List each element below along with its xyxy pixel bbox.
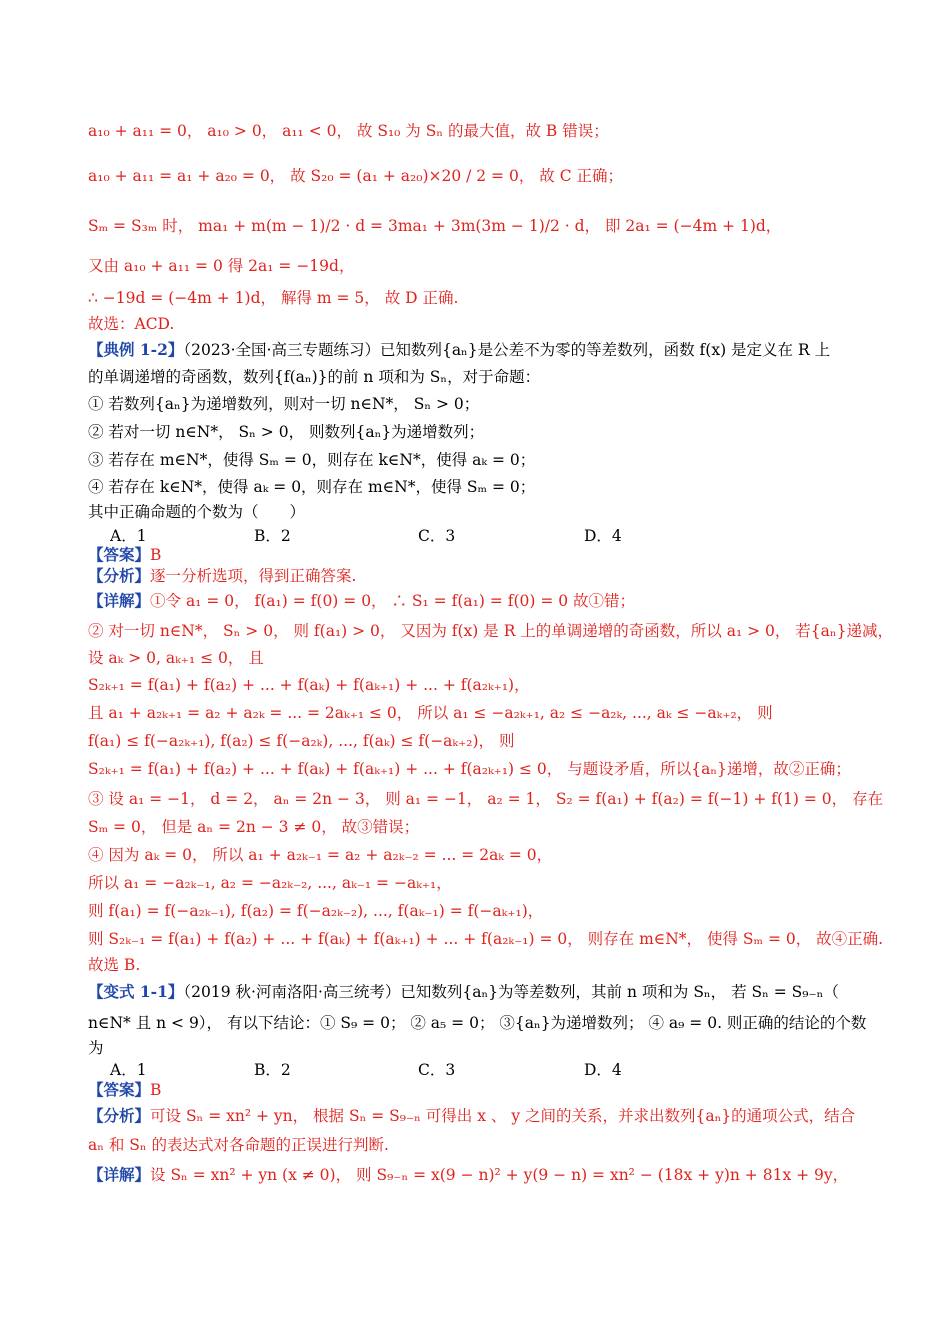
section-label: 【答案】: [88, 545, 151, 564]
text-line: 所以 a₁ = −a₂ₖ₋₁, a₂ = −a₂ₖ₋₂, ..., aₖ₋₁ = −aₖ₊₁，: [88, 874, 452, 892]
section-label: 【答案】: [88, 1080, 151, 1099]
text-line: 则 S₂ₖ₋₁ = f(a₁) + f(a₂) + ... + f(aₖ) + f(aₖ₊₁) + ... + f(a₂ₖ₋₁) = 0， 则存在 m∈N*， 使得 Sₘ = 0， 故④正确.: [88, 930, 884, 948]
option-d: D．4: [584, 1061, 622, 1079]
text-line: 的单调递增的奇函数，数列{f(aₙ)}的前 n 项和为 Sₙ，对于命题：: [88, 368, 541, 386]
option-b: B．2: [254, 1061, 291, 1079]
section-label: 【详解】: [88, 1165, 151, 1184]
question-prompt: 其中正确命题的个数为（ ）: [88, 503, 306, 521]
proposition-2: ② 若对一切 n∈N*， Sₙ > 0， 则数列{aₙ}为递增数列；: [88, 423, 485, 441]
text-line: Sₘ = 0， 但是 aₙ = 2n − 3 ≠ 0， 故③错误；: [88, 818, 420, 836]
section-text: ①令 a₁ = 0， f(a₁) = f(0) = 0， ∴ S₁ = f(a₁) = f(0) = 0 故①错；: [150, 592, 636, 610]
text-line: a₁₀ + a₁₁ = 0， a₁₀ > 0， a₁₁ < 0， 故 S₁₀ 为 Sₙ 的最大值，故 B 错误；: [88, 122, 609, 140]
text-line: 又由 a₁₀ + a₁₁ = 0 得 2a₁ = −19d，: [88, 257, 355, 275]
proposition-3: ③ 若存在 m∈N*，使得 Sₘ = 0，则存在 k∈N*，使得 aₖ = 0；: [88, 451, 536, 469]
text-line: n∈N* 且 n < 9）， 有以下结论：① S₉ = 0； ② a₅ = 0； ③{aₙ}为递增数列； ④ a₉ = 0. 则正确的结论的个数: [88, 1014, 867, 1032]
section-label: 【分析】: [88, 1106, 151, 1125]
text-line: 故选 B.: [88, 956, 141, 974]
option-c: C．3: [418, 527, 456, 545]
solution-line: [88, 591, 890, 611]
text-line: aₙ 和 Sₙ 的表达式对各命题的正误进行判断.: [88, 1136, 389, 1154]
section-text: 逐一分析选项，得到正确答案.: [150, 567, 357, 585]
text-line: 则 f(a₁) = f(−a₂ₖ₋₁), f(a₂) = f(−a₂ₖ₋₂), ..., f(aₖ₋₁) = f(−aₖ₊₁)，: [88, 902, 544, 920]
section-text: B: [150, 1081, 162, 1099]
solution-line: [88, 1165, 890, 1185]
proposition-1: ① 若数列{aₙ}为递增数列，则对一切 n∈N*， Sₙ > 0；: [88, 395, 480, 413]
text-line: ∴ −19d = (−4m + 1)d， 解得 m = 5， 故 D 正确.: [88, 289, 459, 307]
analysis-line: [88, 566, 890, 586]
section-text: （2019 秋·河南洛阳·高三统考）已知数列{aₙ}为等差数列，其前 n 项和为 Sₙ， 若 Sₙ = S₉₋ₙ（: [183, 983, 839, 1001]
example-label: [88, 341, 830, 359]
option-d: D．4: [584, 527, 622, 545]
section-label: 【详解】: [88, 591, 151, 610]
analysis-line: [88, 1106, 890, 1126]
option-b: B．2: [254, 527, 291, 545]
example-heading: [88, 340, 890, 360]
text-line: ③ 设 a₁ = −1， d = 2， aₙ = 2n − 3， 则 a₁ = −1， a₂ = 1， S₂ = f(a₁) + f(a₂) = f(−1) + f(1) = 0， 存在: [88, 790, 884, 808]
answer-line: [88, 545, 890, 565]
section-text: B: [150, 546, 162, 564]
text-line: ④ 因为 aₖ = 0， 所以 a₁ + a₂ₖ₋₁ = a₂ + a₂ₖ₋₂ = ... = 2aₖ = 0，: [88, 846, 553, 864]
text-line: a₁₀ + a₁₁ = a₁ + a₂₀ = 0， 故 S₂₀ = (a₁ + a₂₀)×20 / 2 = 0， 故 C 正确；: [88, 167, 623, 185]
option-a: A．1: [110, 1061, 147, 1079]
section-text: 设 Sₙ = xn² + yn (x ≠ 0)， 则 S₉₋ₙ = x(9 − n)² + y(9 − n) = xn² − (18x + y)n + 81x + 9y，: [150, 1166, 849, 1184]
option-a: A．1: [110, 527, 147, 545]
section-label: 【分析】: [88, 566, 151, 585]
section-text: （2023·全国·高三专题练习）已知数列{aₙ}是公差不为零的等差数列，函数 f(x) 是定义在 R 上: [183, 341, 831, 359]
text-line: f(a₁) ≤ f(−a₂ₖ₊₁), f(a₂) ≤ f(−a₂ₖ), ..., f(aₖ) ≤ f(−aₖ₊₂)， 则: [88, 732, 515, 750]
proposition-4: ④ 若存在 k∈N*，使得 aₖ = 0，则存在 m∈N*，使得 Sₘ = 0；: [88, 478, 536, 496]
answer-line: [88, 1080, 890, 1100]
section-text: 可设 Sₙ = xn² + yn， 根据 Sₙ = S₉₋ₙ 可得出 x 、 y 之间的关系，并求出数列{aₙ}的通项公式，结合: [150, 1107, 856, 1125]
text-line: S₂ₖ₊₁ = f(a₁) + f(a₂) + ... + f(aₖ) + f(aₖ₊₁) + ... + f(a₂ₖ₊₁)，: [88, 676, 530, 694]
text-line: 且 a₁ + a₂ₖ₊₁ = a₂ + a₂ₖ = ... = 2aₖ₊₁ ≤ 0， 所以 a₁ ≤ −a₂ₖ₊₁, a₂ ≤ −a₂ₖ, ..., aₖ ≤ −aₖ₊₂， 则: [88, 704, 773, 722]
text-line: S₂ₖ₊₁ = f(a₁) + f(a₂) + ... + f(aₖ) + f(aₖ₊₁) + ... + f(a₂ₖ₊₁) ≤ 0， 与题设矛盾，所以{aₙ}递增，故②正确；: [88, 760, 851, 778]
option-c: C．3: [418, 1061, 456, 1079]
section-label: 【典例 1-2】: [88, 340, 184, 359]
variant-heading: [88, 982, 890, 1002]
text-line: 为: [88, 1039, 104, 1057]
text-line: Sₘ = S₃ₘ 时， ma₁ + m(m − 1)/2 · d = 3ma₁ + 3m(3m − 1)/2 · d， 即 2a₁ = (−4m + 1)d，: [88, 217, 782, 235]
text-line: ② 对一切 n∈N*， Sₙ > 0， 则 f(a₁) > 0， 又因为 f(x) 是 R 上的单调递增的奇函数，所以 a₁ > 0， 若{aₙ}递减，: [88, 622, 893, 640]
section-label: 【变式 1-1】: [88, 982, 184, 1001]
text-line: 故选：ACD.: [88, 315, 175, 333]
text-line: 设 aₖ > 0, aₖ₊₁ ≤ 0， 且: [88, 649, 264, 667]
